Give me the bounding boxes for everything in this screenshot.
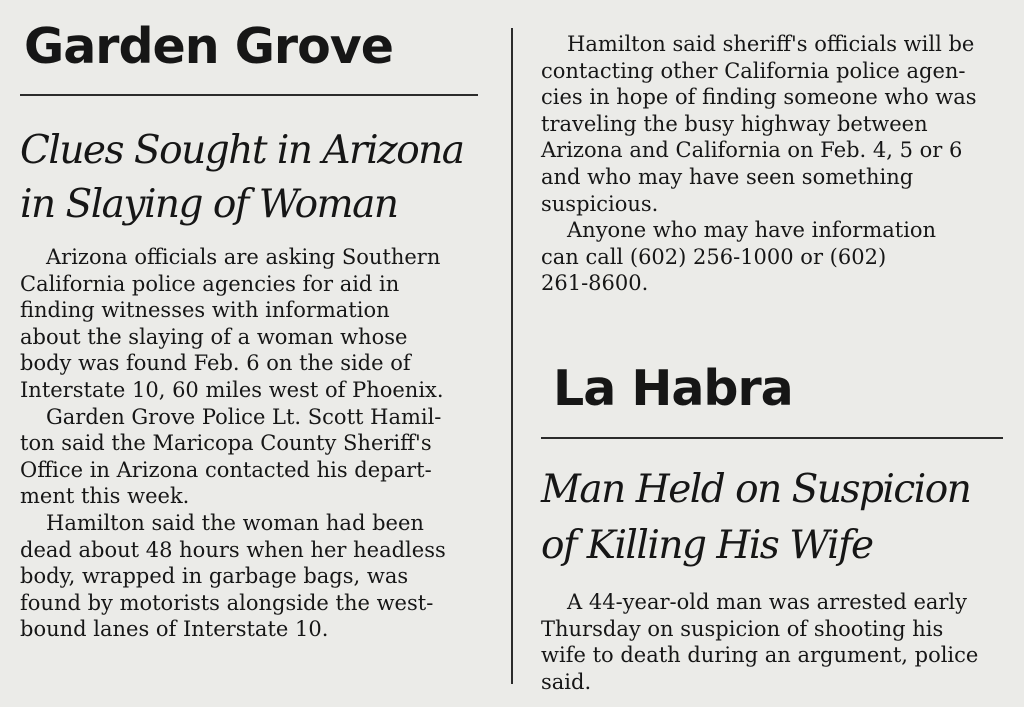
section-rule bbox=[20, 94, 478, 96]
text-line: 261-8600. bbox=[541, 271, 649, 296]
headline-line: Man Held on Suspicion bbox=[541, 467, 971, 512]
article-body-garden-grove-continued bbox=[541, 31, 1003, 297]
section-heading-la-habra: La Habra bbox=[553, 360, 793, 417]
text-line: body, wrapped in garbage bags, was bbox=[20, 564, 409, 589]
paragraph bbox=[20, 510, 478, 643]
text-line: about the slaying of a woman whose bbox=[20, 324, 408, 349]
text-line: A 44-year-old man was arrested early bbox=[567, 590, 968, 614]
text-line: suspicious. bbox=[541, 191, 659, 216]
text-line: dead about 48 hours when her headless bbox=[20, 537, 446, 562]
headline-line: Clues Sought in Arizona bbox=[20, 128, 464, 173]
text-line: finding witnesses with information bbox=[20, 298, 390, 323]
section-rule bbox=[541, 437, 1003, 439]
text-line: Office in Arizona contacted his depart- bbox=[20, 457, 432, 482]
text-line: Anyone who may have information bbox=[567, 218, 937, 243]
article-headline-garden-grove bbox=[20, 124, 464, 232]
section-heading-garden-grove: Garden Grove bbox=[24, 18, 393, 75]
paragraph bbox=[541, 31, 1003, 217]
text-line: bound lanes of Interstate 10. bbox=[20, 617, 329, 642]
text-line: said. bbox=[541, 669, 592, 694]
text-line: Thursday on suspicion of shooting his bbox=[541, 616, 944, 641]
text-line: ment this week. bbox=[20, 484, 190, 509]
text-line: can call (602) 256-1000 or (602) bbox=[541, 244, 887, 269]
text-line: Arizona officials are asking Southern bbox=[46, 245, 441, 269]
text-line: found by motorists alongside the west- bbox=[20, 590, 434, 615]
article-headline-la-habra bbox=[541, 462, 970, 574]
text-line: wife to death during an argument, police bbox=[541, 643, 979, 668]
text-line: Interstate 10, 60 miles west of Phoenix. bbox=[20, 377, 444, 402]
text-line: body was found Feb. 6 on the side of bbox=[20, 351, 411, 376]
text-line: California police agencies for aid in bbox=[20, 271, 400, 296]
paragraph bbox=[20, 244, 478, 404]
headline-line: in Slaying of Woman bbox=[20, 182, 398, 227]
text-line: Hamilton said the woman had been bbox=[46, 510, 424, 535]
text-line: Garden Grove Police Lt. Scott Hamil- bbox=[46, 404, 442, 429]
text-line: Arizona and California on Feb. 4, 5 or 6 bbox=[541, 138, 963, 163]
paragraph bbox=[20, 404, 478, 510]
text-line: contacting other California police agen- bbox=[541, 58, 966, 83]
text-line: and who may have seen something bbox=[541, 164, 914, 189]
article-body-garden-grove bbox=[20, 244, 478, 643]
text-line: Hamilton said sheriff's officials will be bbox=[567, 32, 975, 56]
article-body-la-habra bbox=[541, 589, 1003, 695]
text-line: cies in hope of finding someone who was bbox=[541, 85, 977, 110]
column-divider bbox=[511, 28, 513, 684]
paragraph bbox=[541, 217, 1003, 297]
paragraph bbox=[541, 589, 1003, 695]
text-line: ton said the Maricopa County Sheriff's bbox=[20, 431, 432, 456]
text-line: traveling the busy highway between bbox=[541, 111, 928, 136]
headline-line: of Killing His Wife bbox=[541, 523, 873, 568]
